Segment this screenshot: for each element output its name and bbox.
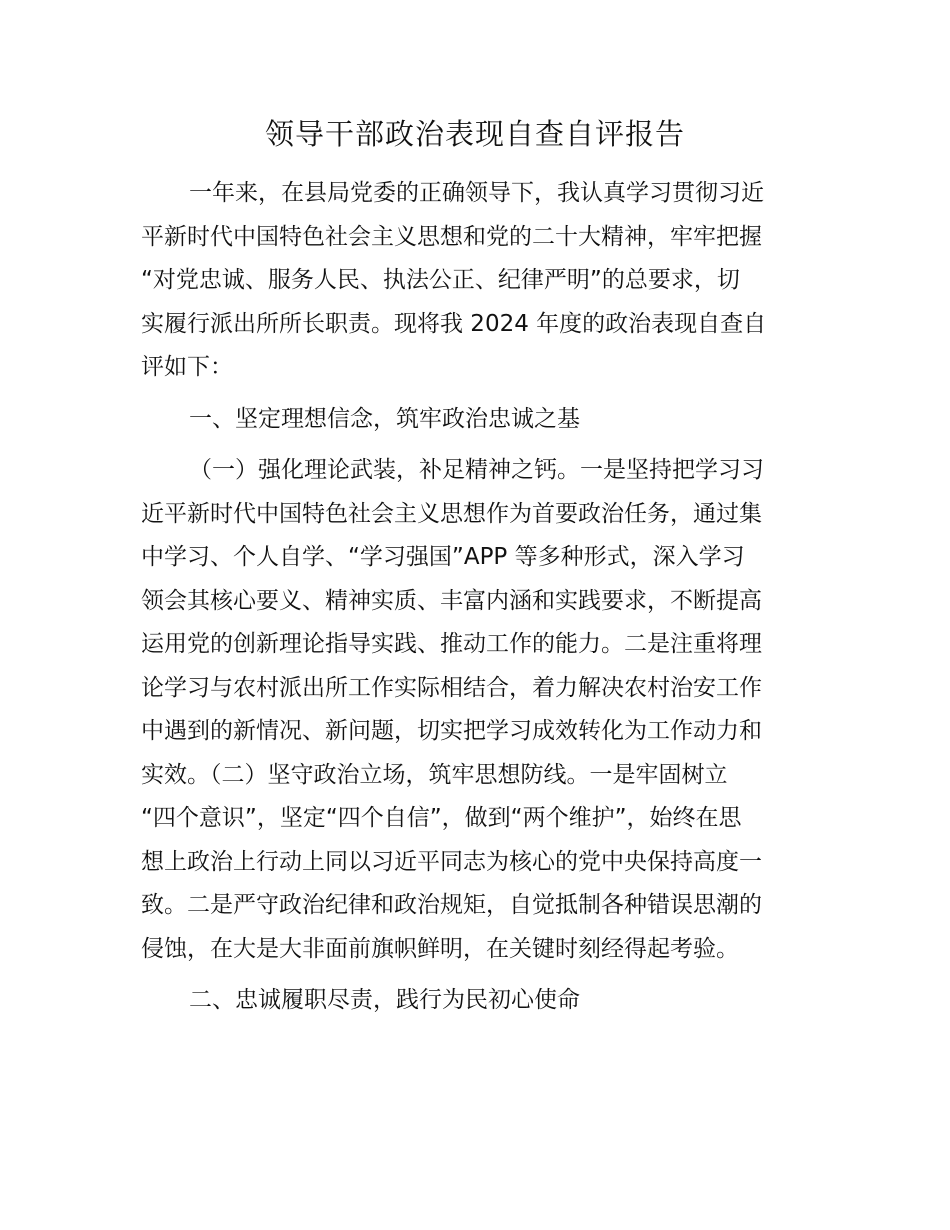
paragraph-section1-line-1: （一）强化理论武装，补足精神之钙。一是坚持把学习习 [189, 457, 764, 483]
paragraph-gap [141, 390, 811, 398]
paragraph-section1-line-3: 中学习、个人自学、“学习强国”APP 等多种形式，深入学习 [141, 544, 745, 570]
paragraph-section1-line-12: 侵蚀，在大是大非面前旗帜鲜明，在关键时刻经得起考验。 [141, 935, 739, 962]
document-title: 领导干部政治表现自查自评报告 [264, 117, 685, 151]
paragraph-section1-line-5: 运用党的创新理论指导实践、推动工作的能力。二是注重将理 [141, 631, 762, 657]
paragraph-intro-line-1: 一年来，在县局党委的正确领导下，我认真学习贯彻习近 [189, 180, 764, 206]
paragraph-intro-line-2: 平新时代中国特色社会主义思想和党的二十大精神，牢牢把握 [141, 223, 762, 250]
paragraph-intro-line-5: 评如下： [141, 354, 233, 380]
paragraph-section1-line-8: 实效。（二）坚守政治立场，筑牢思想防线。一是牢固树立 [141, 761, 728, 788]
paragraph-section1-line-2: 近平新时代中国特色社会主义思想作为首要政治任务，通过集 [141, 500, 762, 527]
paragraph-section1-line-9: “四个意识”，坚定“四个自信”，做到“两个维护”，始终在思 [141, 805, 742, 831]
paragraph-section1-line-7: 中遇到的新情况、新问题，切实把学习成效转化为工作动力和 [141, 718, 762, 744]
paragraph-section1-line-4: 领会其核心要义、精神实质、丰富内涵和实践要求，不断提高 [141, 587, 762, 614]
section-heading-2: 二、忠诚履职尽责，践行为民初心使命 [189, 987, 580, 1013]
paragraph-section1-line-6: 论学习与农村派出所工作实际相结合，着力解决农村治安工作 [141, 674, 762, 701]
paragraph-section1-line-11: 致。二是严守政治纪律和政治规矩，自觉抵制各种错误思潮的 [141, 892, 762, 918]
document-body [141, 172, 811, 1023]
paragraph-intro-line-4: 实履行派出所所长职责。现将我 2024 年度的政治表现自查自 [141, 310, 767, 337]
paragraph-intro-line-3: “对党忠诚、服务人民、执法公正、纪律严明”的总要求，切 [141, 267, 740, 293]
paragraph-gap [141, 971, 811, 979]
paragraph-gap [141, 441, 811, 449]
section-heading-1: 一、坚定理想信念，筑牢政治忠诚之基 [189, 405, 580, 432]
paragraph-section1-line-10: 想上政治上行动上同以习近平同志为核心的党中央保持高度一 [141, 848, 762, 875]
